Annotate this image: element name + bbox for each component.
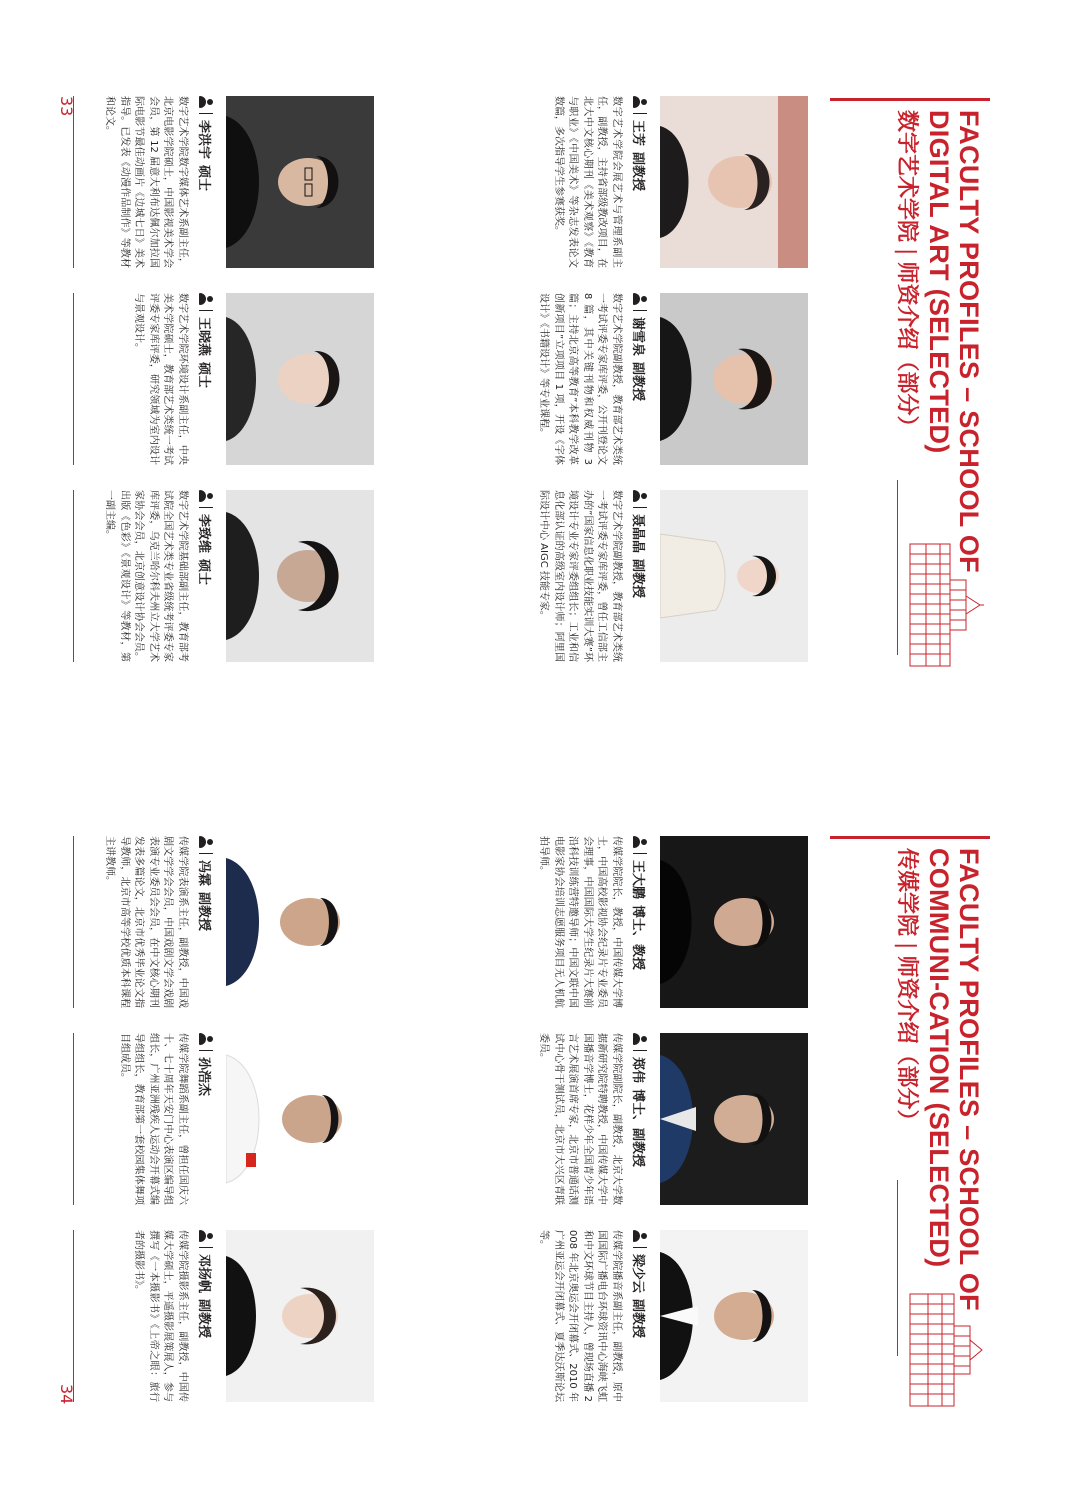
- name-divider: [633, 853, 647, 854]
- portrait-photo: [226, 490, 374, 662]
- page-title-cn: [892, 110, 920, 437]
- faculty-bio: 数字艺术学院副教授，教育部艺术类统一考试评委专家库评委，公开刊登论文 8 篇，其中关键刊物和权威刊物 3 篇；主持北京高等教育”本科教学改革创新项目”立项项目 1 项，开设《字体设计》《书籍设计》等专业课程。: [538, 293, 622, 465]
- person-icon: [199, 293, 213, 305]
- portrait-photo: [226, 836, 374, 1008]
- person-icon: [199, 96, 213, 108]
- portrait-icon: [226, 293, 374, 465]
- portrait-photo: [226, 1230, 374, 1402]
- person-icon: [199, 1033, 213, 1045]
- portrait-photo: [226, 1033, 374, 1205]
- bottom-rule: [73, 1230, 74, 1402]
- faculty-card: [536, 1230, 808, 1402]
- faculty-card: [102, 490, 374, 662]
- name-divider: [633, 1247, 647, 1248]
- name-divider: [633, 507, 647, 508]
- person-icon: [633, 490, 647, 502]
- campus-building-icon: [908, 1290, 984, 1410]
- person-icon: [633, 1230, 647, 1242]
- faculty-bio: 数字艺术学院数字媒体艺术系副主任，北京电影学院硕士，中国影视美术学会会员，第 12 届意大利布达佩尔加拉国际电影节最佳动画片《边城七日》美术指导。已发表《动漫作品制作》等教材和论文。: [104, 96, 188, 268]
- person-icon: [633, 96, 647, 108]
- faculty-name: 王晓燕硕士: [196, 317, 212, 389]
- portrait-photo: [660, 96, 808, 268]
- bottom-rule: [73, 293, 74, 465]
- faculty-name: 邓扬帆副教授: [196, 1254, 212, 1339]
- faculty-name: 谢雪泉副教授: [630, 317, 646, 402]
- portrait-icon: [226, 96, 374, 268]
- portrait-icon: [226, 1033, 374, 1205]
- name-divider: [633, 113, 647, 114]
- portrait-icon: [660, 490, 808, 662]
- faculty-bio: 传媒学院播音系副主任，副教授，原中国国际广播电台环球资讯中心海峡飞虹和中文环球节目主持人，曾现场直播 2008 年北京奥运会开闭幕式、2010 年广州亚运会开闭幕式、夏季达沃斯论坛等。: [538, 1230, 622, 1402]
- faculty-card: [536, 490, 808, 662]
- faculty-name: 李致维硕士: [196, 514, 212, 586]
- school-name: 数字艺术学院: [894, 110, 919, 243]
- portrait-photo: [226, 293, 374, 465]
- faculty-name: 李洪宇硕士: [196, 120, 212, 192]
- portrait-photo: [660, 1033, 808, 1205]
- name-divider: [633, 310, 647, 311]
- title-rule: [897, 1180, 898, 1356]
- faculty-name: 聂晶晶副教授: [630, 514, 646, 599]
- page-number: 33: [57, 96, 76, 117]
- portrait-photo: [660, 293, 808, 465]
- page-title-en: FACULTY PROFILES – SCHOOL OF DIGITAL ART (SELECTED): [924, 110, 984, 573]
- portrait-photo: [660, 1230, 808, 1402]
- title-separator: |: [894, 942, 919, 950]
- faculty-bio: 传媒学院院长，教授，中国传媒大学博士，中国高校影视协会纪录片专业委员会理事，中国国际大学生纪录片大赛前沿科技训练营特邀导师；中国文联中国电影家协会培训志愿服务项目无人机航拍导师。: [538, 836, 622, 1008]
- portrait-icon: [660, 836, 808, 1008]
- person-icon: [633, 293, 647, 305]
- portrait-photo: [660, 836, 808, 1008]
- page-number: 34: [57, 1384, 76, 1405]
- faculty-bio: 传媒学院副院长，副教授，北京大学数据新研究院特聘教授，中国传媒大学中国播音学博士，花样少年全国青少年语言艺术展演首席专家，北京市普通话测试中心骨干测试员，北京市大兴区青联委员。: [538, 1033, 622, 1205]
- name-divider: [199, 1247, 213, 1248]
- faculty-card: [536, 293, 808, 465]
- name-divider: [199, 113, 213, 114]
- faculty-card: [117, 1033, 375, 1205]
- faculty-card: [536, 836, 808, 1008]
- portrait-photo: [226, 96, 374, 268]
- portrait-icon: [660, 1230, 808, 1402]
- faculty-name: 梁少云副教授: [630, 1254, 646, 1339]
- name-divider: [199, 310, 213, 311]
- faculty-bio: 传媒学院摄影系主任，副教授，中国传媒大学硕士，平遥摄影展策展人，参与撰写《一本摄影书》《上帝之眼：旅行者的摄影书》。: [133, 1230, 188, 1402]
- faculty-card: [131, 293, 374, 465]
- person-icon: [199, 1230, 213, 1242]
- title-rule: [897, 480, 898, 655]
- portrait-icon: [660, 96, 808, 268]
- portrait-photo: [660, 490, 808, 662]
- faculty-bio: 数字艺术学院环境设计系副主任，中央美术学院硕士，教育部艺术类统一考试评委专家库评委，研究领域为室内设计与景观设计。: [133, 293, 188, 465]
- title-separator: |: [894, 248, 919, 256]
- faculty-bio: 数字艺术学院会展艺术与管理系副主任，副教授，主持省部级教改项目，在北大中文核心期刊《美术观察》《教育与职业》《中国美术》等杂志发表论文数篇，多次指导学生参赛获奖。: [553, 96, 622, 268]
- faculty-card: [551, 96, 809, 268]
- name-divider: [633, 1050, 647, 1051]
- name-divider: [199, 853, 213, 854]
- bottom-rule: [73, 836, 74, 1008]
- portrait-icon: [226, 1230, 374, 1402]
- faculty-bio: 传媒学院表演系主任，副教授，中国戏剧文学学会会员，中国戏剧文学会戏剧表演专业委员会会员，在中文核心期刊发表多篇论文，北京市优秀毕业论文指导教师，北京市高等学校优质本科课程主讲教师。: [104, 836, 188, 1008]
- bottom-rule: [73, 1033, 74, 1205]
- faculty-name: 王大鹏博士、教授: [630, 860, 646, 971]
- person-icon: [199, 490, 213, 502]
- portrait-icon: [660, 293, 808, 465]
- title-accent-bar: [830, 836, 990, 839]
- name-divider: [199, 1050, 213, 1051]
- person-icon: [633, 836, 647, 848]
- portrait-icon: [226, 490, 374, 662]
- page-title-en: FACULTY PROFILES – SCHOOL OF COMMUNI-CATION (SELECTED): [924, 848, 984, 1311]
- faculty-name: 郑伟博士、副教授: [630, 1057, 646, 1168]
- campus-building-icon: [908, 540, 984, 670]
- name-divider: [199, 507, 213, 508]
- faculty-name: 王芳副教授: [630, 120, 646, 192]
- person-icon: [199, 836, 213, 848]
- faculty-card: [102, 836, 374, 1008]
- faculty-bio: 传媒学院舞蹈系副主任，曾担任国庆六十、七十周年天安门中心表演区编导组组长，广州亚洲残疾人运动会开幕式编导组组长，教育部第一套校园集体舞项目组成员。: [119, 1033, 188, 1205]
- bottom-rule: [73, 96, 74, 268]
- person-icon: [633, 1033, 647, 1045]
- faculty-name: 冯霖副教授: [196, 860, 212, 932]
- section-name: 师资介绍（部分）: [894, 955, 919, 1132]
- bottom-rule: [73, 490, 74, 662]
- faculty-card: [131, 1230, 374, 1402]
- faculty-card: [102, 96, 374, 268]
- section-name: 师资介绍（部分）: [894, 261, 919, 438]
- portrait-icon: [226, 836, 374, 1008]
- faculty-card: [536, 1033, 808, 1205]
- faculty-bio: 数字艺术学院基础部副主任，教育部考试院全国艺术类专业省级统考评委专家库评委，乌克兰哈尔科夫州立大学艺术家协会会员，北京创意设计协会会员。出版《色彩》《景观设计》等教材，第一副主编。: [104, 490, 188, 662]
- school-name: 传媒学院: [894, 848, 919, 937]
- page-title-cn: [892, 848, 920, 1131]
- faculty-name: 孙浩杰: [196, 1057, 212, 1097]
- faculty-bio: 数字艺术学院副教授，教育部艺术类统一考试评委专家库评委，曾任工信部主办的”国家信息化职业技能实训大赛”环境设计专业专家评委组组长；工业和信息化部认证的高级室内设计师；阿里国际设计中心 AIGC 技能专家。: [538, 490, 622, 662]
- portrait-icon: [660, 1033, 808, 1205]
- title-accent-bar: [830, 98, 990, 101]
